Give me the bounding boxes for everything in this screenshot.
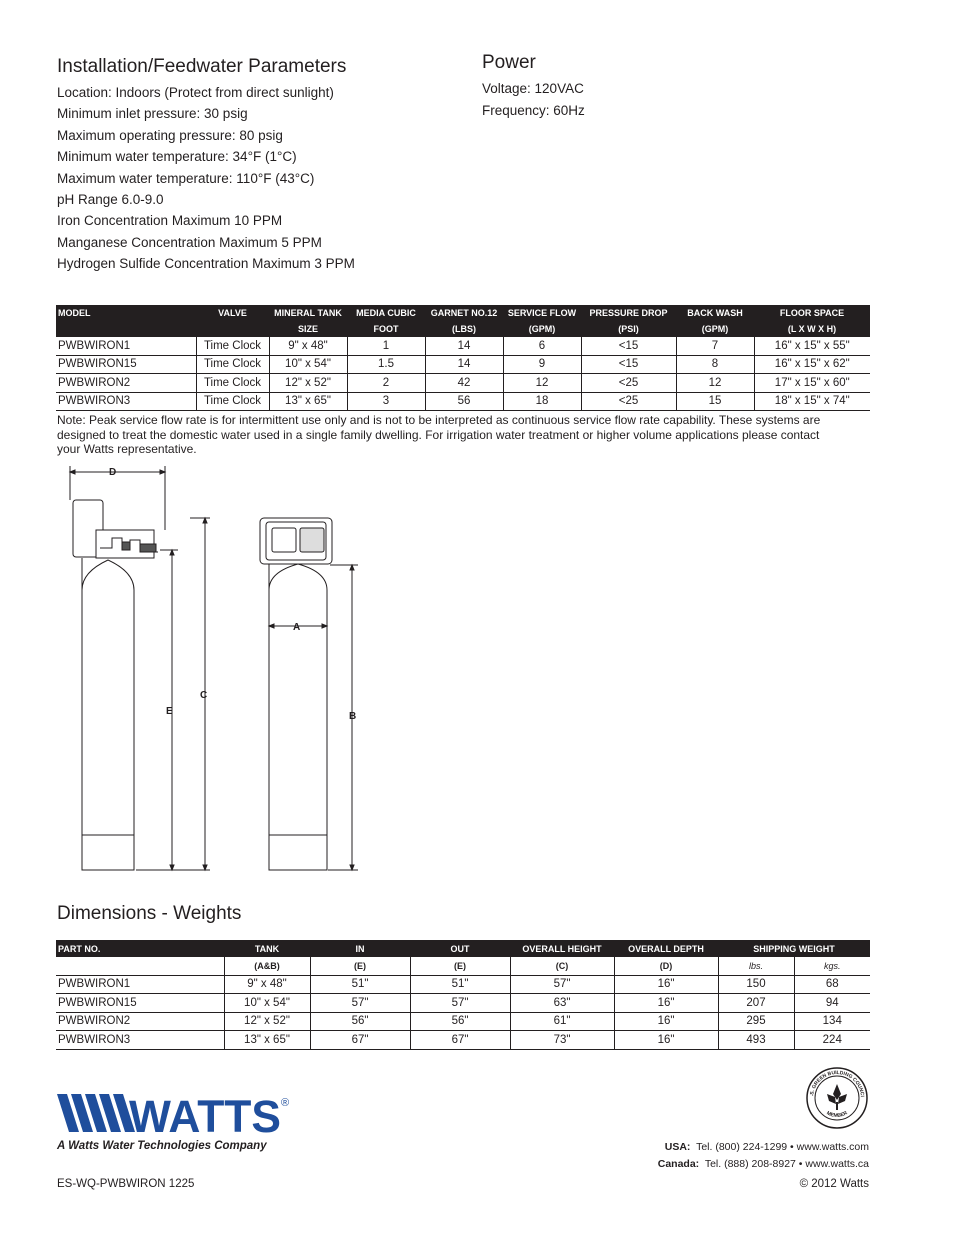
dims-subheader: (A&B) bbox=[224, 957, 310, 975]
installation-title: Installation/Feedwater Parameters bbox=[57, 56, 347, 77]
table-row bbox=[56, 337, 870, 355]
table-cell: 68 bbox=[794, 975, 870, 994]
dims-subheader: (C) bbox=[510, 957, 614, 975]
spec-subheader: FOOT bbox=[347, 321, 425, 337]
table-cell: 18 bbox=[503, 392, 581, 411]
power-voltage: Voltage: 120VAC bbox=[482, 81, 584, 96]
dims-subheader bbox=[56, 957, 224, 975]
dims-header: IN bbox=[310, 940, 410, 957]
table-cell: 12 bbox=[503, 374, 581, 393]
dims-header: PART NO. bbox=[56, 940, 224, 957]
spec-header: VALVE bbox=[196, 305, 269, 321]
table-cell: 73" bbox=[510, 1031, 614, 1050]
table-cell: PWBWIRON1 bbox=[56, 337, 196, 355]
spec-subheader bbox=[56, 321, 196, 337]
table-cell: 57" bbox=[310, 994, 410, 1013]
watts-tagline: A Watts Water Technologies Company bbox=[57, 1140, 267, 1152]
dim-label-d: D bbox=[109, 467, 117, 478]
spec-header: MEDIA CUBIC bbox=[347, 305, 425, 321]
side-view-tank bbox=[73, 500, 158, 870]
table-cell: 14 bbox=[425, 355, 503, 374]
installation-line: Manganese Concentration Maximum 5 PPM bbox=[57, 234, 322, 250]
spec-subheader: SIZE bbox=[269, 321, 347, 337]
badge-top-text: .S. GREEN BUILDING COUNCI bbox=[809, 1069, 865, 1098]
installation-line: Maximum operating pressure: 80 psig bbox=[57, 127, 283, 143]
table-cell: 6 bbox=[503, 337, 581, 355]
dims-header: OVERALL DEPTH bbox=[614, 940, 718, 957]
table-cell: 57" bbox=[510, 975, 614, 994]
spec-header: MODEL bbox=[56, 305, 196, 321]
dim-label-e: E bbox=[166, 706, 173, 717]
table-cell: 56" bbox=[310, 1012, 410, 1031]
table-cell: 16" bbox=[614, 1012, 718, 1031]
table-cell: PWBWIRON15 bbox=[56, 994, 224, 1013]
table-cell: 12 bbox=[676, 374, 754, 393]
table-cell: 16" bbox=[614, 994, 718, 1013]
spec-subheader: (PSI) bbox=[581, 321, 676, 337]
table-cell: 9" x 48" bbox=[224, 975, 310, 994]
dims-header: OVERALL HEIGHT bbox=[510, 940, 614, 957]
table-cell: 56" bbox=[410, 1012, 510, 1031]
table-cell: 94 bbox=[794, 994, 870, 1013]
dimensions-title: Dimensions - Weights bbox=[57, 903, 242, 924]
table-cell: PWBWIRON2 bbox=[56, 1012, 224, 1031]
canada-contact: Tel. (888) 208-8927 • www.watts.ca bbox=[704, 1158, 869, 1170]
badge-bottom-text: MEMBER bbox=[825, 1110, 849, 1120]
table-cell: <15 bbox=[581, 355, 676, 374]
table-cell: 63" bbox=[510, 994, 614, 1013]
table-cell: 13" x 65" bbox=[269, 392, 347, 411]
spec-table bbox=[56, 305, 870, 411]
registered-mark: ® bbox=[281, 1097, 290, 1109]
table-cell: 15 bbox=[676, 392, 754, 411]
table-cell: 16" x 15" x 55" bbox=[754, 337, 870, 355]
table-cell: PWBWIRON3 bbox=[56, 392, 196, 411]
spec-subheader: (LBS) bbox=[425, 321, 503, 337]
table-cell: 16" bbox=[614, 975, 718, 994]
watts-logo bbox=[57, 1092, 297, 1136]
table-cell: 16" x 15" x 62" bbox=[754, 355, 870, 374]
table-cell: 493 bbox=[718, 1031, 794, 1050]
installation-line: Hydrogen Sulfide Concentration Maximum 3 PPM bbox=[57, 256, 355, 272]
table-cell: 12" x 52" bbox=[269, 374, 347, 393]
table-cell: 207 bbox=[718, 994, 794, 1013]
table-row bbox=[56, 1031, 870, 1050]
dims-subheader: kgs. bbox=[794, 957, 870, 975]
table-cell: 17" x 15" x 60" bbox=[754, 374, 870, 393]
installation-line: Maximum water temperature: 110°F (43°C) bbox=[57, 170, 315, 186]
table-cell: 3 bbox=[347, 392, 425, 411]
table-cell: 10" x 54" bbox=[224, 994, 310, 1013]
spec-subheader: (GPM) bbox=[676, 321, 754, 337]
table-cell: 12" x 52" bbox=[224, 1012, 310, 1031]
contact-info bbox=[658, 1139, 869, 1173]
dim-label-c: C bbox=[200, 690, 208, 701]
installation-section bbox=[57, 56, 457, 275]
dimensions-table bbox=[56, 940, 870, 1050]
table-cell: 67" bbox=[410, 1031, 510, 1050]
front-view-tank bbox=[260, 518, 332, 870]
table-cell: 8 bbox=[676, 355, 754, 374]
dims-subheader: (E) bbox=[410, 957, 510, 975]
table-cell: 9" x 48" bbox=[269, 337, 347, 355]
canada-label: Canada: bbox=[657, 1158, 700, 1170]
table-cell: 16" bbox=[614, 1031, 718, 1050]
table-cell: PWBWIRON1 bbox=[56, 975, 224, 994]
installation-line: Iron Concentration Maximum 10 PPM bbox=[57, 213, 283, 229]
table-cell: 7 bbox=[676, 337, 754, 355]
table-cell: 42 bbox=[425, 374, 503, 393]
table-row bbox=[56, 975, 870, 994]
usa-contact: Tel. (800) 224-1299 • www.watts.com bbox=[696, 1141, 869, 1153]
table-cell: 10" x 54" bbox=[269, 355, 347, 374]
usa-label: USA: bbox=[664, 1141, 691, 1153]
dims-subheader: (D) bbox=[614, 957, 718, 975]
table-row bbox=[56, 392, 870, 411]
document-code: ES-WQ-PWBWIRON 1225 bbox=[57, 1178, 195, 1190]
spec-header: SERVICE FLOW bbox=[503, 305, 581, 321]
usgbc-member-badge bbox=[805, 1066, 869, 1130]
spec-subheader: (L X W X H) bbox=[754, 321, 870, 337]
installation-line: Minimum inlet pressure: 30 psig bbox=[57, 106, 248, 122]
table-cell: 150 bbox=[718, 975, 794, 994]
installation-line: pH Range 6.0-9.0 bbox=[57, 192, 164, 208]
dim-label-a: A bbox=[293, 622, 301, 633]
table-cell: 67" bbox=[310, 1031, 410, 1050]
table-cell: Time Clock bbox=[196, 355, 269, 374]
table-cell: Time Clock bbox=[196, 392, 269, 411]
table-cell: Time Clock bbox=[196, 374, 269, 393]
spec-header: PRESSURE DROP bbox=[581, 305, 676, 321]
table-row bbox=[56, 374, 870, 393]
table-cell: PWBWIRON2 bbox=[56, 374, 196, 393]
installation-line: Location: Indoors (Protect from direct sunlight) bbox=[57, 85, 334, 100]
copyright: © 2012 Watts bbox=[799, 1178, 869, 1190]
table-cell: 18" x 15" x 74" bbox=[754, 392, 870, 411]
power-title: Power bbox=[482, 52, 536, 73]
table-cell: 56 bbox=[425, 392, 503, 411]
power-frequency: Frequency: 60Hz bbox=[482, 103, 585, 118]
watts-wave-icon bbox=[57, 1094, 135, 1132]
table-cell: PWBWIRON15 bbox=[56, 355, 196, 374]
table-cell: 295 bbox=[718, 1012, 794, 1031]
spec-header: GARNET NO.12 bbox=[425, 305, 503, 321]
table-cell: <15 bbox=[581, 337, 676, 355]
table-cell: <25 bbox=[581, 392, 676, 411]
table-cell: 14 bbox=[425, 337, 503, 355]
table-cell: 9 bbox=[503, 355, 581, 374]
table-row bbox=[56, 1012, 870, 1031]
table-cell: 51" bbox=[410, 975, 510, 994]
table-cell: 13" x 65" bbox=[224, 1031, 310, 1050]
tank-diagram bbox=[60, 460, 380, 880]
table-cell: 61" bbox=[510, 1012, 614, 1031]
flow-note: Note: Peak service flow rate is for intermittent use only and is not to be interpreted as continuous service flow rate capability. These systems are designed to treat the domestic water used in a single family dwelling. For irrigation water treatment or higher volume applications please contact your Watts representative. bbox=[57, 413, 821, 456]
table-row bbox=[56, 355, 870, 374]
spec-subheader bbox=[196, 321, 269, 337]
dims-header: OUT bbox=[410, 940, 510, 957]
table-cell: 224 bbox=[794, 1031, 870, 1050]
table-cell: PWBWIRON3 bbox=[56, 1031, 224, 1050]
spec-header: BACK WASH bbox=[676, 305, 754, 321]
table-cell: 1 bbox=[347, 337, 425, 355]
table-cell: 2 bbox=[347, 374, 425, 393]
table-cell: 1.5 bbox=[347, 355, 425, 374]
spec-subheader: (GPM) bbox=[503, 321, 581, 337]
table-cell: 134 bbox=[794, 1012, 870, 1031]
dims-header: SHIPPING WEIGHT bbox=[718, 940, 870, 957]
dim-label-b: B bbox=[349, 711, 357, 722]
spec-header: FLOOR SPACE bbox=[754, 305, 870, 321]
table-cell: <25 bbox=[581, 374, 676, 393]
dims-subheader: lbs. bbox=[718, 957, 794, 975]
dims-header: TANK bbox=[224, 940, 310, 957]
power-section bbox=[482, 52, 782, 122]
installation-line: Minimum water temperature: 34°F (1°C) bbox=[57, 149, 297, 165]
table-cell: Time Clock bbox=[196, 337, 269, 355]
watts-logo-text: WATTS bbox=[129, 1092, 281, 1136]
table-cell: 51" bbox=[310, 975, 410, 994]
table-row bbox=[56, 994, 870, 1013]
spec-header: MINERAL TANK bbox=[269, 305, 347, 321]
dims-subheader: (E) bbox=[310, 957, 410, 975]
table-cell: 57" bbox=[410, 994, 510, 1013]
